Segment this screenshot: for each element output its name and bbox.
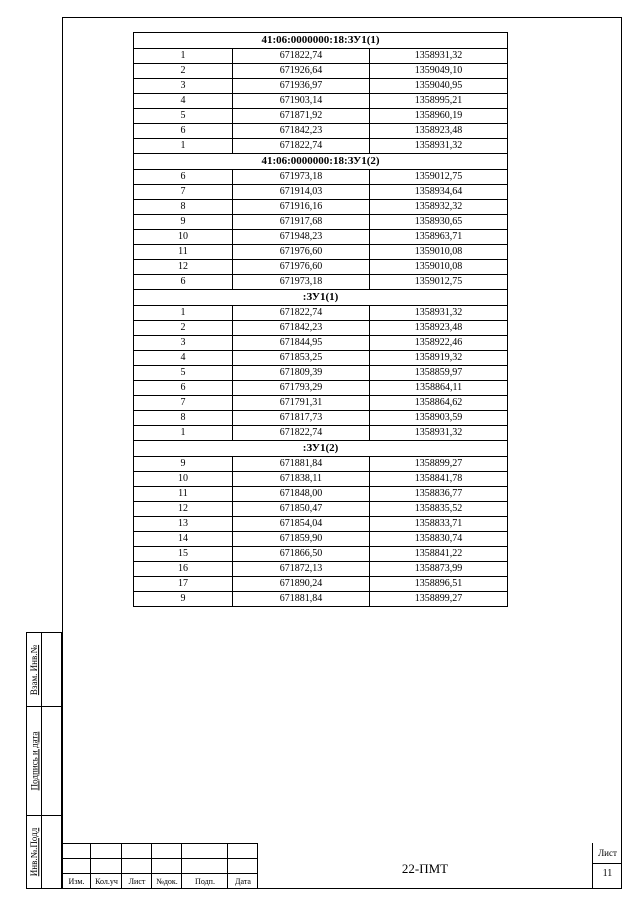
table-row xyxy=(134,517,508,532)
table-row xyxy=(134,139,508,154)
coord-y: 1358995,21 xyxy=(370,94,508,109)
point-number: 8 xyxy=(134,200,233,215)
coord-y: 1358835,52 xyxy=(370,502,508,517)
stamp-label-kolych: Кол.уч xyxy=(95,877,118,886)
coord-x: 671848,00 xyxy=(233,487,370,502)
point-number: 12 xyxy=(134,260,233,275)
side-stamp-vzam xyxy=(26,632,62,707)
coord-x: 671976,60 xyxy=(233,260,370,275)
table-row xyxy=(134,79,508,94)
coord-x: 671822,74 xyxy=(233,139,370,154)
table-row xyxy=(134,49,508,64)
point-number: 4 xyxy=(134,94,233,109)
table-row xyxy=(134,185,508,200)
table-row xyxy=(134,532,508,547)
coord-y: 1359012,75 xyxy=(370,170,508,185)
coord-y: 1358919,32 xyxy=(370,351,508,366)
point-number: 16 xyxy=(134,562,233,577)
coord-x: 671809,39 xyxy=(233,366,370,381)
document-code: 22-ПМТ xyxy=(401,861,449,876)
table-row xyxy=(134,275,508,290)
coord-y: 1358899,27 xyxy=(370,592,508,607)
table-row xyxy=(134,170,508,185)
point-number: 10 xyxy=(134,472,233,487)
table-row xyxy=(134,396,508,411)
coord-y: 1359012,75 xyxy=(370,275,508,290)
coord-x: 671948,23 xyxy=(233,230,370,245)
coord-x: 671791,31 xyxy=(233,396,370,411)
table-row xyxy=(134,64,508,79)
coord-x: 671844,95 xyxy=(233,336,370,351)
coord-y: 1358903,59 xyxy=(370,411,508,426)
point-number: 6 xyxy=(134,275,233,290)
point-number: 9 xyxy=(134,215,233,230)
section-header-row xyxy=(134,290,508,306)
point-number: 2 xyxy=(134,321,233,336)
section-title: 41:06:0000000:18:ЗУ1(1) xyxy=(134,33,508,49)
coord-x: 671859,90 xyxy=(233,532,370,547)
table-row xyxy=(134,306,508,321)
stamp-label-izm: Изм. xyxy=(68,877,85,886)
point-number: 3 xyxy=(134,336,233,351)
coord-y: 1358923,48 xyxy=(370,124,508,139)
section-header-row xyxy=(134,33,508,49)
coord-y: 1358896,51 xyxy=(370,577,508,592)
point-number: 7 xyxy=(134,185,233,200)
coord-x: 671850,47 xyxy=(233,502,370,517)
table-row xyxy=(134,336,508,351)
side-label-inv: Инв.№.Подл xyxy=(29,827,40,877)
point-number: 3 xyxy=(134,79,233,94)
coord-y: 1358841,78 xyxy=(370,472,508,487)
point-number: 1 xyxy=(134,139,233,154)
table-row xyxy=(134,592,508,607)
table-row xyxy=(134,547,508,562)
table-row xyxy=(134,472,508,487)
point-number: 12 xyxy=(134,502,233,517)
section-title: :ЗУ1(2) xyxy=(134,441,508,457)
table-row xyxy=(134,487,508,502)
point-number: 1 xyxy=(134,49,233,64)
sheet-number: 11 xyxy=(602,868,613,879)
side-stamp-inv xyxy=(26,815,62,889)
coordinates-table xyxy=(133,32,508,607)
point-number: 13 xyxy=(134,517,233,532)
coord-x: 671853,25 xyxy=(233,351,370,366)
point-number: 15 xyxy=(134,547,233,562)
coord-y: 1358931,32 xyxy=(370,306,508,321)
coord-x: 671936,97 xyxy=(233,79,370,94)
point-number: 9 xyxy=(134,592,233,607)
coord-y: 1358930,65 xyxy=(370,215,508,230)
table-row xyxy=(134,426,508,441)
section-header-row xyxy=(134,441,508,457)
point-number: 8 xyxy=(134,411,233,426)
coord-y: 1358931,32 xyxy=(370,426,508,441)
coord-y: 1359010,08 xyxy=(370,245,508,260)
coord-x: 671881,84 xyxy=(233,592,370,607)
table-row xyxy=(134,351,508,366)
coord-x: 671973,18 xyxy=(233,170,370,185)
table-row xyxy=(134,457,508,472)
coord-y: 1359040,95 xyxy=(370,79,508,94)
table-row xyxy=(134,260,508,275)
point-number: 5 xyxy=(134,366,233,381)
coord-y: 1358931,32 xyxy=(370,139,508,154)
coord-x: 671822,74 xyxy=(233,426,370,441)
coord-x: 671871,92 xyxy=(233,109,370,124)
coord-x: 671926,64 xyxy=(233,64,370,79)
coord-y: 1358833,71 xyxy=(370,517,508,532)
section-title: 41:06:0000000:18:ЗУ1(2) xyxy=(134,154,508,170)
point-number: 5 xyxy=(134,109,233,124)
table-row xyxy=(134,502,508,517)
stamp-label-ndok: №док. xyxy=(156,877,178,886)
table-row xyxy=(134,230,508,245)
coord-y: 1358934,64 xyxy=(370,185,508,200)
coord-x: 671838,11 xyxy=(233,472,370,487)
point-number: 17 xyxy=(134,577,233,592)
point-number: 11 xyxy=(134,487,233,502)
point-number: 9 xyxy=(134,457,233,472)
coord-x: 671903,14 xyxy=(233,94,370,109)
section-header-row xyxy=(134,154,508,170)
table-row xyxy=(134,109,508,124)
table-row xyxy=(134,381,508,396)
coord-x: 671890,24 xyxy=(233,577,370,592)
coord-y: 1358841,22 xyxy=(370,547,508,562)
coord-y: 1358923,48 xyxy=(370,321,508,336)
coord-y: 1359010,08 xyxy=(370,260,508,275)
point-number: 2 xyxy=(134,64,233,79)
coord-y: 1358836,77 xyxy=(370,487,508,502)
coord-x: 671793,29 xyxy=(233,381,370,396)
section-title: :ЗУ1(1) xyxy=(134,290,508,306)
stamp-label-list: Лист xyxy=(128,877,146,886)
coord-x: 671842,23 xyxy=(233,124,370,139)
side-stamp-podpis xyxy=(26,706,62,816)
point-number: 14 xyxy=(134,532,233,547)
coord-y: 1358873,99 xyxy=(370,562,508,577)
table-row xyxy=(134,200,508,215)
coord-y: 1358899,27 xyxy=(370,457,508,472)
point-number: 6 xyxy=(134,124,233,139)
stamp-label-data: Дата xyxy=(235,877,251,886)
coord-x: 671854,04 xyxy=(233,517,370,532)
coord-y: 1358960,19 xyxy=(370,109,508,124)
coord-x: 671914,03 xyxy=(233,185,370,200)
coord-y: 1358859,97 xyxy=(370,366,508,381)
side-label-vzam: Взам. Инв.№ xyxy=(29,644,40,695)
table-row xyxy=(134,215,508,230)
coord-y: 1358864,11 xyxy=(370,381,508,396)
point-number: 1 xyxy=(134,306,233,321)
table-row xyxy=(134,124,508,139)
sheet-label: Лист xyxy=(598,848,617,858)
point-number: 11 xyxy=(134,245,233,260)
coord-x: 671872,13 xyxy=(233,562,370,577)
point-number: 1 xyxy=(134,426,233,441)
coord-x: 671973,18 xyxy=(233,275,370,290)
coord-y: 1358931,32 xyxy=(370,49,508,64)
table-row xyxy=(134,245,508,260)
coord-x: 671881,84 xyxy=(233,457,370,472)
coord-y: 1359049,10 xyxy=(370,64,508,79)
table-row xyxy=(134,94,508,109)
table-row xyxy=(134,366,508,381)
coord-y: 1358922,46 xyxy=(370,336,508,351)
coord-y: 1358830,74 xyxy=(370,532,508,547)
coord-x: 671917,68 xyxy=(233,215,370,230)
table-row xyxy=(134,562,508,577)
coord-x: 671866,50 xyxy=(233,547,370,562)
coord-x: 671976,60 xyxy=(233,245,370,260)
side-label-podpis: Подпись и дата xyxy=(29,731,40,791)
point-number: 4 xyxy=(134,351,233,366)
coord-y: 1358864,62 xyxy=(370,396,508,411)
coord-x: 671817,73 xyxy=(233,411,370,426)
coord-y: 1358963,71 xyxy=(370,230,508,245)
table-row xyxy=(134,321,508,336)
stamp-label-podp: Подп. xyxy=(195,877,215,886)
point-number: 6 xyxy=(134,170,233,185)
coord-x: 671916,16 xyxy=(233,200,370,215)
coord-x: 671822,74 xyxy=(233,306,370,321)
coord-y: 1358932,32 xyxy=(370,200,508,215)
point-number: 7 xyxy=(134,396,233,411)
point-number: 6 xyxy=(134,381,233,396)
table-row xyxy=(134,577,508,592)
coord-x: 671842,23 xyxy=(233,321,370,336)
point-number: 10 xyxy=(134,230,233,245)
coord-x: 671822,74 xyxy=(233,49,370,64)
table-row xyxy=(134,411,508,426)
